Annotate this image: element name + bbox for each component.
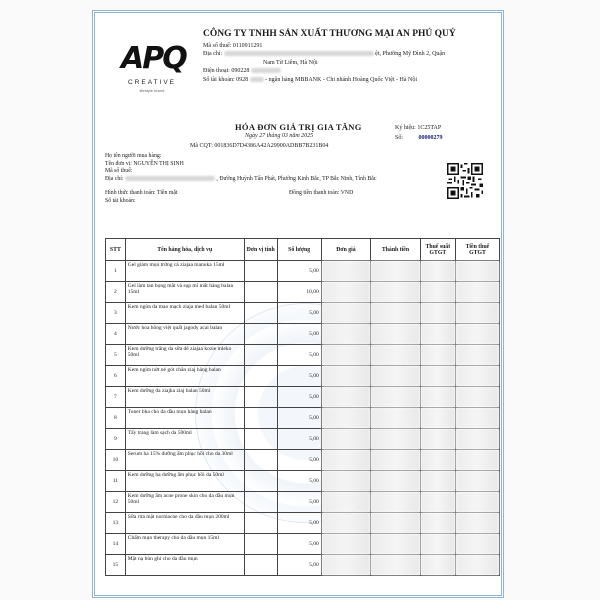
logo-text: CREATIVE bbox=[127, 79, 177, 86]
cell-name: Sữa rửa mặt normacne cho da dầu mụn 200ml bbox=[125, 513, 244, 534]
cell-unit bbox=[244, 303, 277, 324]
cell-vat-rate-redacted bbox=[420, 534, 455, 555]
cell-amount-redacted bbox=[371, 450, 421, 471]
invoice-meta bbox=[395, 123, 443, 143]
cell-stt: 6 bbox=[106, 366, 126, 387]
cell-amount-redacted bbox=[371, 555, 421, 576]
cell-amount-redacted bbox=[371, 534, 421, 555]
invoice-mcqt: Mã CQT: 001836D7D4386A42A29900ADBB7B231B04 bbox=[190, 143, 329, 149]
cell-qty: 5,00 bbox=[277, 387, 321, 408]
cell-qty: 5,00 bbox=[277, 555, 321, 576]
cell-vat-rate-redacted bbox=[420, 324, 455, 345]
cell-amount-redacted bbox=[371, 492, 421, 513]
cell-unit bbox=[244, 345, 277, 366]
table-row bbox=[106, 513, 500, 534]
table-row bbox=[106, 366, 500, 387]
cell-price-redacted bbox=[321, 345, 371, 366]
buyer-unit: Tên đơn vị: NGUYỄN THỊ SINH bbox=[105, 160, 184, 167]
cell-unit bbox=[244, 492, 277, 513]
cell-vat-amount-redacted bbox=[455, 471, 499, 492]
cell-qty: 5,00 bbox=[277, 492, 321, 513]
col-vat-amount: Tiền thuế GTGT bbox=[455, 239, 499, 261]
cell-unit bbox=[244, 471, 277, 492]
cell-qty: 5,00 bbox=[277, 513, 321, 534]
col-price: Đơn giá bbox=[321, 239, 371, 261]
cell-vat-amount-redacted bbox=[455, 303, 499, 324]
cell-unit bbox=[244, 261, 277, 282]
cell-name: Kem dưỡng ha dưỡng ẩm phục hồi da 50ml bbox=[125, 471, 244, 492]
cell-vat-rate-redacted bbox=[420, 408, 455, 429]
col-qty: Số lượng bbox=[277, 239, 321, 261]
buyer-info bbox=[105, 153, 504, 206]
company-logo bbox=[107, 35, 197, 95]
cell-qty: 5,00 bbox=[277, 261, 321, 282]
cell-qty: 5,00 bbox=[277, 429, 321, 450]
buyer-name: Họ tên người mua hàng: bbox=[105, 153, 162, 159]
cell-stt: 14 bbox=[106, 534, 126, 555]
cell-vat-amount-redacted bbox=[455, 387, 499, 408]
cell-unit bbox=[244, 513, 277, 534]
cell-price-redacted bbox=[321, 450, 371, 471]
cell-name: Mặt nạ bùn ghi cho da dầu mụn bbox=[125, 555, 244, 576]
invoice-title: HÓA ĐƠN GIÁ TRỊ GIA TĂNG bbox=[235, 122, 362, 132]
seller-address-line2: Nam Từ Liêm, Hà Nội bbox=[263, 59, 318, 66]
invoice-date: Ngày 27 tháng 03 năm 2025 bbox=[245, 133, 314, 139]
cell-stt: 4 bbox=[106, 324, 126, 345]
cell-price-redacted bbox=[321, 387, 371, 408]
table-row bbox=[106, 429, 500, 450]
table-row bbox=[106, 555, 500, 576]
cell-vat-amount-redacted bbox=[455, 324, 499, 345]
cell-unit bbox=[244, 534, 277, 555]
cell-vat-rate-redacted bbox=[420, 492, 455, 513]
cell-stt: 10 bbox=[106, 450, 126, 471]
cell-stt: 7 bbox=[106, 387, 126, 408]
cell-amount-redacted bbox=[371, 366, 421, 387]
cell-price-redacted bbox=[321, 408, 371, 429]
cell-price-redacted bbox=[321, 492, 371, 513]
cell-stt: 11 bbox=[106, 471, 126, 492]
cell-amount-redacted bbox=[371, 324, 421, 345]
cell-vat-rate-redacted bbox=[420, 303, 455, 324]
cell-vat-amount-redacted bbox=[455, 345, 499, 366]
cell-unit bbox=[244, 450, 277, 471]
cell-unit bbox=[244, 387, 277, 408]
cell-vat-rate-redacted bbox=[420, 387, 455, 408]
cell-unit bbox=[244, 408, 277, 429]
cell-vat-amount-redacted bbox=[455, 450, 499, 471]
cell-price-redacted bbox=[321, 366, 371, 387]
cell-vat-amount-redacted bbox=[455, 492, 499, 513]
cell-qty: 5,00 bbox=[277, 345, 321, 366]
cell-amount-redacted bbox=[371, 513, 421, 534]
cell-price-redacted bbox=[321, 429, 371, 450]
buyer-currency: Đồng tiền thanh toán: VND bbox=[289, 190, 354, 197]
cell-stt: 9 bbox=[106, 429, 126, 450]
table-row bbox=[106, 282, 500, 303]
table-row bbox=[106, 534, 500, 555]
logo-mark: APQ bbox=[121, 41, 186, 76]
col-amount: Thành tiền bbox=[371, 239, 421, 261]
cell-amount-redacted bbox=[371, 471, 421, 492]
seller-company-name: CÔNG TY TNHH SẢN XUẤT THƯƠNG MẠI AN PHÚ QUÝ bbox=[203, 29, 456, 39]
cell-price-redacted bbox=[321, 513, 371, 534]
cell-name: Kem dưỡng trắng da sữa dê ziajaa kozie mleko 50ml bbox=[125, 345, 244, 366]
table-row bbox=[106, 345, 500, 366]
cell-name: Gel giảm mụn trứng cá ziajaa manuka 15ml bbox=[125, 261, 244, 282]
cell-vat-rate-redacted bbox=[420, 471, 455, 492]
cell-amount-redacted bbox=[371, 261, 421, 282]
table-row bbox=[106, 408, 500, 429]
qr-code-icon bbox=[447, 163, 483, 199]
cell-stt: 3 bbox=[106, 303, 126, 324]
cell-qty: 5,00 bbox=[277, 408, 321, 429]
cell-amount-redacted bbox=[371, 282, 421, 303]
logo-subtext: lifestyle brand bbox=[139, 88, 165, 93]
invoice-series: Ký hiệu: 1C25TAP bbox=[395, 125, 442, 131]
cell-stt: 8 bbox=[106, 408, 126, 429]
seller-tax-code: Mã số thuế: 0110911291 bbox=[203, 42, 263, 49]
seller-phone: Điện thoại: 090228 bbox=[203, 67, 503, 76]
cell-qty: 10,00 bbox=[277, 282, 321, 303]
cell-qty: 5,00 bbox=[277, 366, 321, 387]
cell-stt: 15 bbox=[106, 555, 126, 576]
cell-price-redacted bbox=[321, 471, 371, 492]
cell-qty: 5,00 bbox=[277, 471, 321, 492]
cell-vat-amount-redacted bbox=[455, 366, 499, 387]
buyer-tax: Mã số thuế: bbox=[105, 168, 133, 175]
table-row bbox=[106, 471, 500, 492]
table-row bbox=[106, 261, 500, 282]
cell-stt: 13 bbox=[106, 513, 126, 534]
cell-vat-amount-redacted bbox=[455, 429, 499, 450]
cell-stt: 1 bbox=[106, 261, 126, 282]
buyer-account: Số tài khoản: bbox=[105, 197, 136, 204]
cell-price-redacted bbox=[321, 303, 371, 324]
col-stt: STT bbox=[106, 239, 126, 261]
cell-vat-amount-redacted bbox=[455, 555, 499, 576]
cell-name: Gel làm tan bọng mắt và sụp mí mắt hàng balan 15ml bbox=[125, 282, 244, 303]
cell-price-redacted bbox=[321, 261, 371, 282]
items-table bbox=[105, 238, 500, 576]
cell-qty: 5,00 bbox=[277, 324, 321, 345]
cell-stt: 5 bbox=[106, 345, 126, 366]
table-row bbox=[106, 450, 500, 471]
buyer-payment: Hình thức thanh toán: Tiền mặt bbox=[105, 190, 178, 197]
cell-qty: 5,00 bbox=[277, 534, 321, 555]
table-header-row bbox=[106, 239, 500, 261]
cell-price-redacted bbox=[321, 282, 371, 303]
col-unit: Đơn vị tính bbox=[244, 239, 277, 261]
cell-amount-redacted bbox=[371, 345, 421, 366]
cell-unit bbox=[244, 282, 277, 303]
buyer-payment-row bbox=[105, 190, 504, 198]
redacted-address bbox=[224, 51, 374, 56]
cell-name: Kem ngừa da mao mạch ziaja med balan 50ml bbox=[125, 303, 244, 324]
col-vat-rate: Thuế suất GTGT bbox=[420, 239, 455, 261]
cell-vat-amount-redacted bbox=[455, 282, 499, 303]
cell-vat-amount-redacted bbox=[455, 513, 499, 534]
cell-vat-rate-redacted bbox=[420, 345, 455, 366]
table-row bbox=[106, 387, 500, 408]
cell-name: Kem dưỡng da ziajka ziaj balan 50ml bbox=[125, 387, 244, 408]
cell-vat-rate-redacted bbox=[420, 555, 455, 576]
cell-name: Nước hoa hồng việt quất jagody acai balan bbox=[125, 324, 244, 345]
cell-unit bbox=[244, 429, 277, 450]
cell-unit bbox=[244, 324, 277, 345]
cell-name: Chấm mụn therapy cho da dầu mụn 15ml bbox=[125, 534, 244, 555]
cell-stt: 2 bbox=[106, 282, 126, 303]
cell-vat-rate-redacted bbox=[420, 261, 455, 282]
cell-vat-rate-redacted bbox=[420, 282, 455, 303]
cell-price-redacted bbox=[321, 324, 371, 345]
cell-vat-amount-redacted bbox=[455, 408, 499, 429]
cell-qty: 5,00 bbox=[277, 450, 321, 471]
seller-address: Địa chỉ: ệt, Phường Mỹ Đình 2, Quận bbox=[203, 51, 446, 58]
cell-name: Toner bha cho da dầu mụn hàng balan bbox=[125, 408, 244, 429]
invoice-number: Số: 00000279 bbox=[395, 135, 443, 141]
table-row bbox=[106, 324, 500, 345]
cell-amount-redacted bbox=[371, 408, 421, 429]
cell-stt: 12 bbox=[106, 492, 126, 513]
cell-name: Serum ha 15% dưỡng ẩm phục hồi cho da 30ml bbox=[125, 450, 244, 471]
cell-price-redacted bbox=[321, 555, 371, 576]
cell-amount-redacted bbox=[371, 387, 421, 408]
table-row bbox=[106, 303, 500, 324]
seller-account: Số tài khoản: 0928 - ngân hàng MBBANK - Chi nhánh Hoàng Quốc Việt - Hà Nội bbox=[203, 76, 418, 83]
table-row bbox=[106, 492, 500, 513]
cell-vat-rate-redacted bbox=[420, 429, 455, 450]
cell-vat-amount-redacted bbox=[455, 534, 499, 555]
cell-vat-amount-redacted bbox=[455, 261, 499, 282]
cell-name: Tẩy trang làm sạch da 500ml bbox=[125, 429, 244, 450]
cell-unit bbox=[244, 555, 277, 576]
cell-amount-redacted bbox=[371, 303, 421, 324]
cell-qty: 5,00 bbox=[277, 303, 321, 324]
cell-unit bbox=[244, 366, 277, 387]
seller-info bbox=[203, 29, 503, 84]
cell-name: Kem ngừa nứt nẻ gót chân ziaj hàng balan bbox=[125, 366, 244, 387]
col-name: Tên hàng hóa, dịch vụ bbox=[125, 239, 244, 261]
buyer-address: Địa chỉ: , Đường Huỳnh Tấn Phát, Phường Kinh Bắc, TP Bắc Ninh, Tỉnh Bắc bbox=[105, 175, 377, 182]
cell-vat-rate-redacted bbox=[420, 513, 455, 534]
cell-price-redacted bbox=[321, 534, 371, 555]
cell-amount-redacted bbox=[371, 429, 421, 450]
cell-vat-rate-redacted bbox=[420, 366, 455, 387]
invoice-sheet bbox=[92, 10, 504, 598]
cell-name: Kem dưỡng ẩm acne prone skin cho da dầu mụn 50ml bbox=[125, 492, 244, 513]
cell-vat-rate-redacted bbox=[420, 450, 455, 471]
